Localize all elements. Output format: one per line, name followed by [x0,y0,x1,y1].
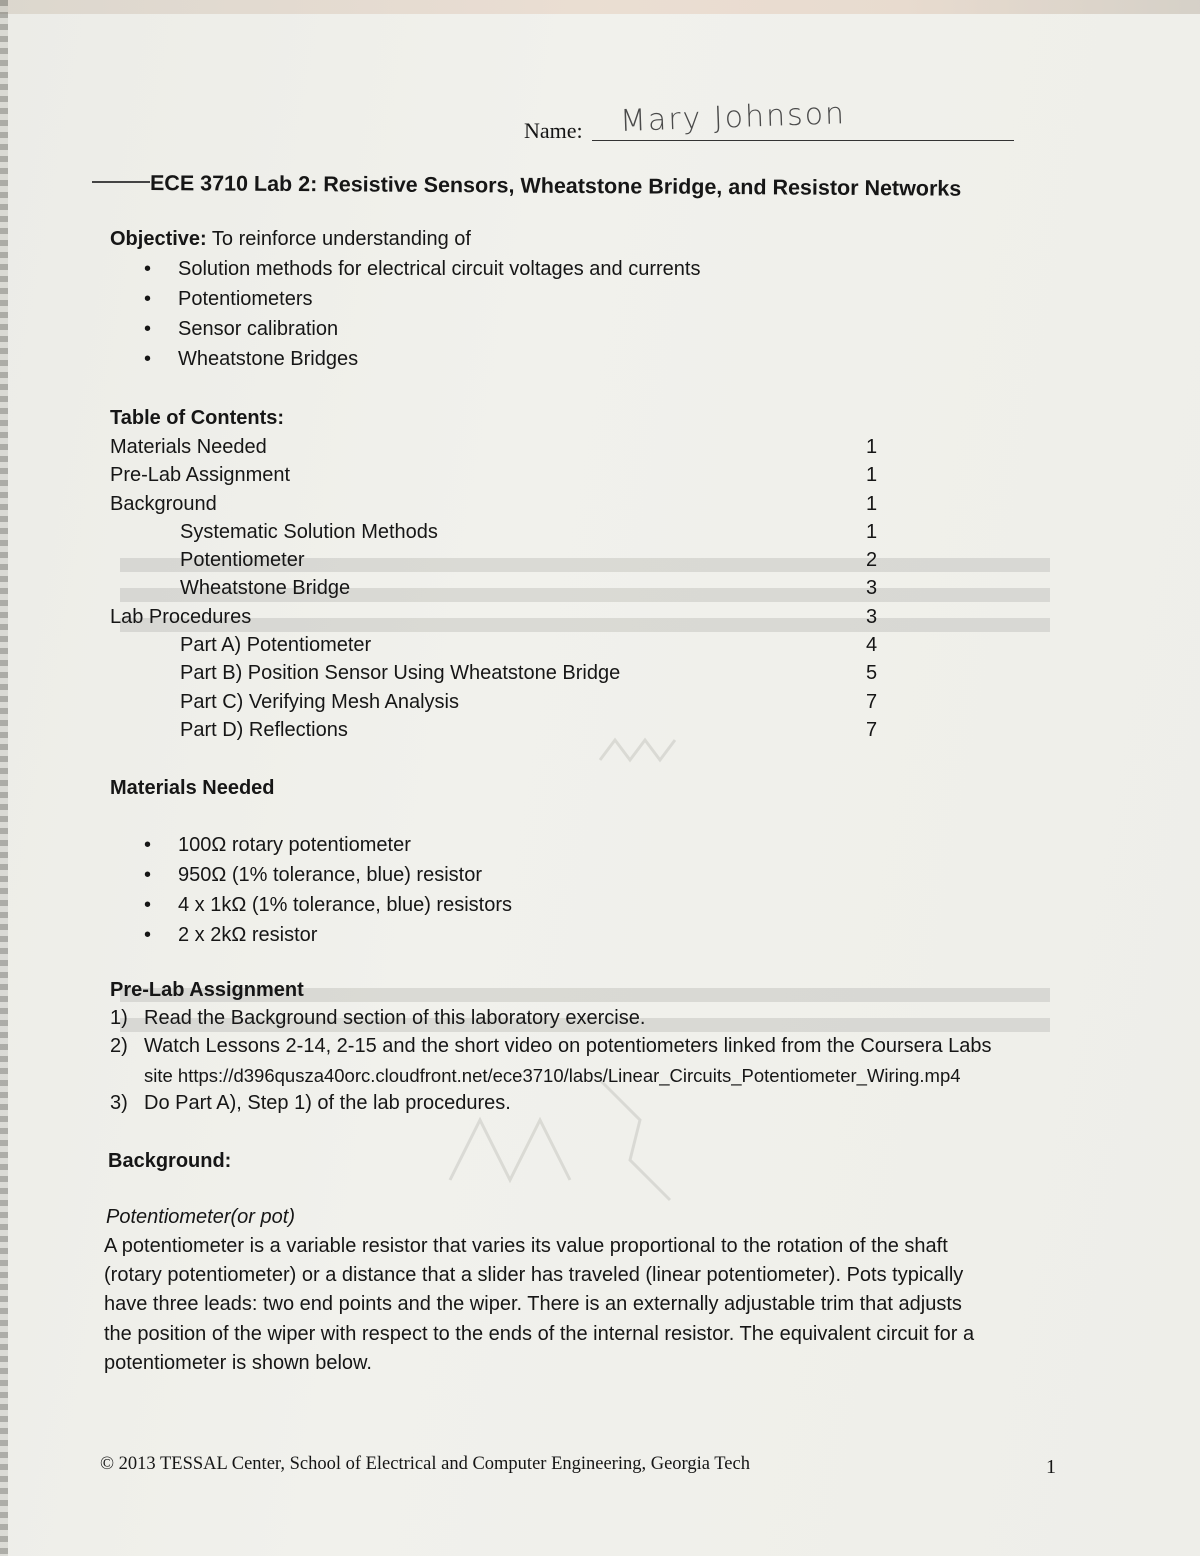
paragraph-line: the position of the wiper with respect to the ends of the internal resistor. The equivalent circuit for a [104,1322,975,1345]
bullet-icon: • [144,864,152,886]
bullet-icon: • [144,894,152,916]
document-title: ECE 3710 Lab 2: Resistive Sensors, Wheatstone Bridge, and Resistor Networks [149,171,962,201]
paragraph-line: (rotary potentiometer) or a distance that a slider has traveled (linear potentiometer). Pots typically [104,1264,964,1287]
toc-entry: Part A) Potentiometer 4 [180,634,878,657]
toc-heading: Table of Contents: [110,407,285,429]
materials-heading: Materials Needed [110,777,275,799]
name-label: Name: [524,118,583,143]
toc-entry: Materials Needed 1 [110,436,878,458]
background-paragraph [104,1232,1074,1378]
toc-entry: Part C) Verifying Mesh Analysis 7 [180,690,878,713]
title-dash [92,181,150,183]
toc-entry: Potentiometer 2 [180,549,878,572]
prelab-heading: Pre-Lab Assignment [110,979,304,1001]
objective-intro: To reinforce understanding of [211,228,471,250]
bullet-icon: • [144,924,152,946]
background-heading: Background: [108,1150,232,1172]
name-field[interactable] [524,96,1016,144]
binding-edge [0,0,8,1556]
toc-entry: Lab Procedures 3 [110,605,878,628]
bullet-icon: • [144,318,152,340]
toc-entry: Systematic Solution Methods 1 [180,520,878,543]
toc-entry: Part D) Reflections 7 [180,718,878,741]
footer-page-number: 1 [1046,1456,1056,1478]
toc-entry: Part B) Position Sensor Using Wheatstone Bridge 5 [180,662,878,685]
objective-heading: Objective: [110,228,207,250]
document-page: Name: Mary Johnson ECE 3710 Lab 2: Resistive Sensors, Wheatstone Bridge, and Resistor Networks Objective: To reinforce understanding of • Solution methods for electrical circuit voltages and currents • Potentiometers • Sensor calibration • Wheatstone Bridges Table of Contents: Materials Needed 1 Pre-Lab Assignment 1 Background 1 Systematic Solution Methods 1 Potentiometer 2 Wheatstone Bridge 3 Lab Procedures 3 Part A) Potentiometer 4 Part B) Position Sensor Using Wheatstone Bridge 5 Part C) Verifying Mesh Analysis 7 Part D) Reflections 7 Materials Needed • 100Ω rotary potentiometer • 950Ω (1% tolerance, blue) resistor • 4 x 1kΩ (1% tolerance, blue) resistors • 2 x 2kΩ resistor Pre-Lab Assignment 1) Read the Background section of this laboratory exercise. 2) Watch Lessons 2-14, 2-15 and the short video on potentiometers linked from the Coursera Labs site https://d396qusza40orc.cloudfront.net/ece3710/labs/Linear_Circuits_Potentiometer_Wiring.mp4 3) Do Part A), Step 1) of the lab procedures. Background: Potentiometer(or pot) A potentiometer is a variable resistor that varies its value proportional to the rotation of the shaft (rotary potentiometer) or a distance that a slider has traveled (linear potentiometer). Pots typically have three leads: two end points and the wiper. There is an externally adjustable trim that adjusts the position of the wiper with respect to the ends of the internal resistor. The equivalent circuit for a potentiometer is shown below. © 2013 TESSAL Center, School of Electrical and Computer Engineering, Georgia Tech 1 [0,0,1200,1556]
name-underline [592,140,1014,141]
paragraph-line: potentiometer is shown below. [104,1351,372,1374]
bullet-icon: • [144,348,152,370]
toc-entry: Wheatstone Bridge 3 [180,577,878,600]
table-of-contents [110,436,890,747]
handwritten-name[interactable]: Mary Johnson [619,96,847,139]
objective-line [110,228,471,251]
toc-entry: Background 1 [110,492,878,515]
bullet-icon: • [144,288,152,310]
paragraph-line: A potentiometer is a variable resistor that varies its value proportional to the rotation of the shaft [104,1235,948,1257]
bullet-icon: • [144,258,152,280]
paper-top-edge [0,0,1200,14]
bullet-icon: • [144,834,152,856]
background-subheading: Potentiometer(or pot) [106,1206,295,1228]
toc-entry: Pre-Lab Assignment 1 [110,464,878,487]
footer-copyright: © 2013 TESSAL Center, School of Electrical and Computer Engineering, Georgia Tech [100,1454,750,1474]
paragraph-line: have three leads: two end points and the wiper. There is an externally adjustable trim that adjusts [104,1293,962,1316]
